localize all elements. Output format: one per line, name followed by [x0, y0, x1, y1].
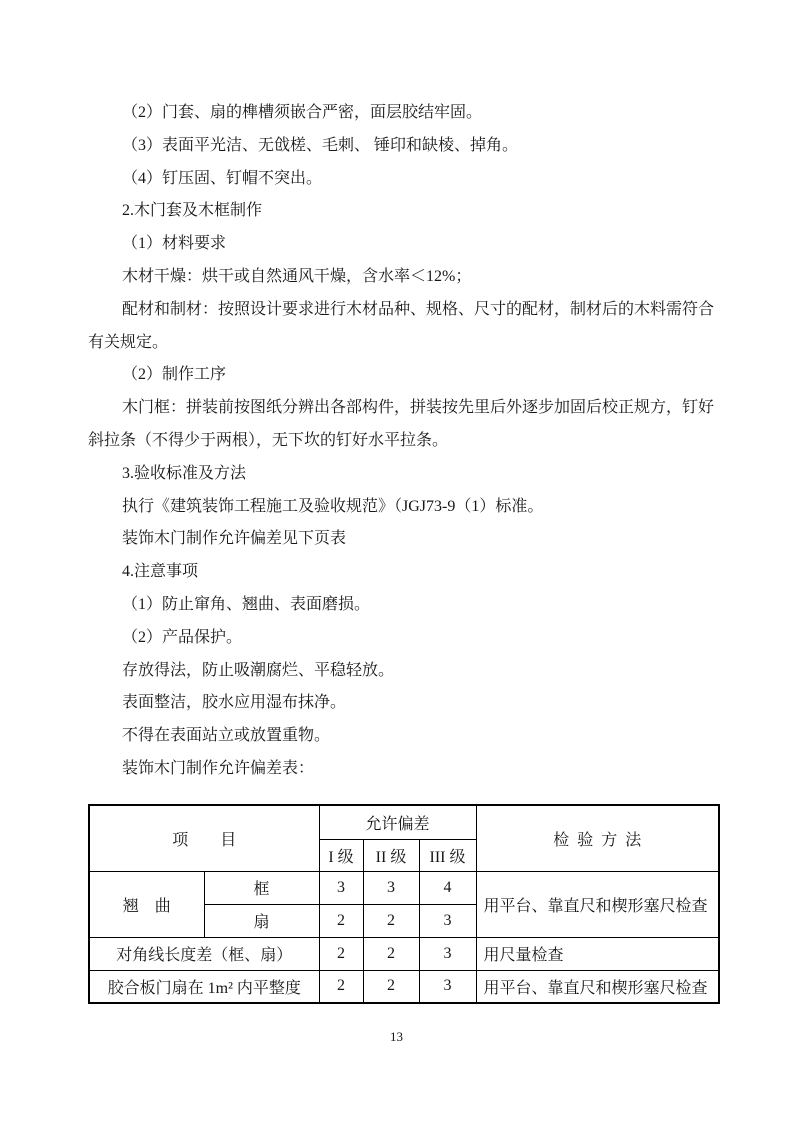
text-line: （2）制作工序	[122, 366, 227, 384]
text-line: 配材和制材：按照设计要求进行木材品种、规格、尺寸的配材，制材后的木料需符合	[122, 300, 715, 318]
text-line: 表面整洁，胶水应用湿布抹净。	[122, 694, 347, 712]
page-number: 13	[390, 1029, 403, 1044]
cell-method: 用平台、靠直尺和楔形塞尺检查	[476, 970, 719, 1003]
cell-item: 对角线长度差（框、扇）	[89, 937, 319, 970]
header-method: 检 验 方 法	[476, 805, 719, 871]
cell-value: 4	[419, 871, 476, 904]
cell-value: 2	[363, 904, 419, 937]
section-heading: 3.验收标准及方法	[122, 464, 247, 482]
text-line: 不得在表面站立或放置重物。	[122, 727, 331, 745]
header-grade-2: II 级	[363, 839, 419, 871]
section-heading: 2.木门套及木框制作	[122, 202, 263, 220]
cell-value: 2	[319, 937, 363, 970]
table-caption: 装饰木门制作允许偏差表：	[122, 759, 315, 777]
cell-item-sub: 扇	[204, 904, 319, 937]
text-line: （1）防止窜角、翘曲、表面磨损。	[122, 595, 371, 613]
table-row	[89, 970, 719, 1003]
text-line: 存放得法，防止吸潮腐烂、平稳轻放。	[122, 661, 395, 679]
text-line: （3）表面平光洁、无戗槎、毛刺、 锤印和缺棱、掉角。	[122, 136, 519, 154]
cell-value: 2	[363, 937, 419, 970]
text-line: 执行《建筑装饰工程施工及验收规范》（JGJ73-9（1）标准。	[122, 497, 544, 515]
header-grade-3: III 级	[419, 839, 476, 871]
cell-value: 2	[319, 970, 363, 1003]
cell-item-sub: 框	[204, 871, 319, 904]
cell-item-group: 翘 曲	[89, 871, 204, 937]
text-line: 有关规定。	[88, 333, 169, 351]
text-line: （2）产品保护。	[122, 628, 243, 646]
header-item: 项 目	[89, 805, 319, 871]
text-line: 木材干燥：烘干或自然通风干燥，含水率＜12%；	[122, 267, 472, 285]
table-row	[89, 937, 719, 970]
cell-value: 3	[419, 970, 476, 1003]
cell-method: 用尺量检查	[476, 937, 719, 970]
text-line: （4）钉压固、钉帽不突出。	[122, 169, 323, 187]
text-line: 木门框：拼装前按图纸分辨出各部构件，拼装按先里后外逐步加固后校正规方，钉好	[122, 399, 715, 417]
cell-value: 3	[363, 871, 419, 904]
section-heading: 4.注意事项	[122, 563, 199, 581]
cell-value: 2	[363, 970, 419, 1003]
table-row	[89, 871, 719, 904]
body-text	[88, 97, 720, 786]
cell-value: 3	[419, 904, 476, 937]
header-deviation: 允许偏差	[319, 805, 476, 839]
text-line: （1）材料要求	[122, 235, 227, 253]
cell-value: 3	[419, 937, 476, 970]
text-line: 装饰木门制作允许偏差见下页表	[122, 530, 347, 548]
header-grade-1: I 级	[319, 839, 363, 871]
deviation-table	[88, 804, 720, 1004]
cell-item: 胶合板门扇在 1m² 内平整度	[89, 970, 319, 1003]
text-line: （2）门套、扇的榫槽须嵌合严密，面层胶结牢固。	[122, 104, 483, 121]
text-line: 斜拉条（不得少于两根），无下坎的钉好水平拉条。	[88, 431, 449, 449]
cell-method: 用平台、靠直尺和楔形塞尺检查	[476, 871, 719, 937]
cell-value: 2	[319, 904, 363, 937]
cell-value: 3	[319, 871, 363, 904]
